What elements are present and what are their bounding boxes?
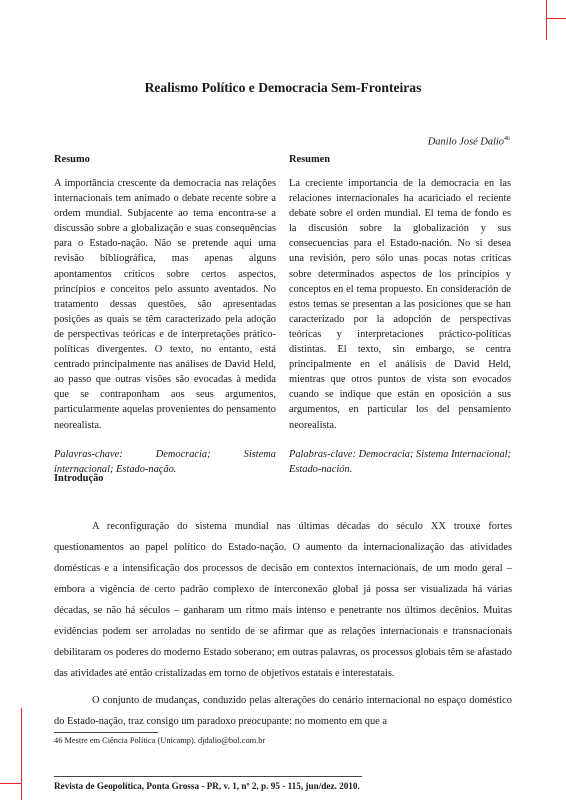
resumo-text: A importância crescente da democracia nas relações internacionais tem animado o debate recente sobre a ordem mundial. Subjacente ao tema encontra-se a discussão sobre a globalização e suas consequências para o Estado-nação. Não se pretende aqui uma revisão bibliográfica, mas apenas alguns apontamentos críticos sobre certos aspectos, princípios e conceitos pelo assunto aventados. No tratamento dessas questões, são apresentadas posições as quais se têm caracterizado pela adoção de perspectivas teóricas e de interpretações prático-políticas divergentes. O texto, no entanto, está centrado principalmente nas análises de David Held, ao passo que outras visões são evocadas à medida que se contraponham aos seus argumentos, particularmente aquelas provenientes do pensamento neorealista. — [54, 178, 276, 431]
crop-mark-bottom-horizontal — [0, 783, 22, 784]
body-paragraph: O conjunto de mudanças, conduzido pelas alterações do cenário internacional no espaço doméstico do Estado-nação, traz consigo um paradoxo preocupante: no momento em que a — [54, 695, 512, 727]
crop-mark-bottom-vertical — [21, 708, 22, 800]
resumen-heading: Resumen — [289, 154, 330, 165]
footnote: 46 Mestre em Ciência Política (Unicamp). djdalio@bol.com.br — [54, 736, 266, 745]
introducao-heading: Introdução — [54, 473, 104, 484]
introducao-body — [54, 516, 512, 738]
resumen-column — [289, 176, 511, 477]
article-title: Realismo Político e Democracia Sem-Fronteiras — [144, 80, 422, 95]
resumo-column — [54, 176, 276, 477]
footnote-divider — [54, 732, 158, 733]
body-paragraph: A reconfiguração do sistema mundial nas últimas décadas do século XX trouxe fortes questionamentos ao papel político do Estado-nação. O aumento da internacionalização das atividades domésticas e a intensificação dos processos de decisão em contextos internacionais, de um modo geral – embora a vigência de certo padrão complexo de interconexão global já possa ser visualizada há várias décadas, se não há séculos – ganharam um ritmo mais intenso e penetrante nos últimos decênios. Muitas evidências podem ser arroladas no sentido de se afirmar que as relações internacionais e transnacionais debilitaram os poderes do moderno Estado soberano; em outras palavras, os processos globais têm se afastado das atividades até então cristalizadas em torno de objetivos estatais e interestatais. — [54, 521, 512, 679]
crop-mark-top-horizontal — [546, 18, 566, 19]
resumen-keywords: Palabras-clave: Democracia; Sistema Internacional; Estado-nación. — [289, 448, 511, 475]
author-line — [428, 136, 510, 147]
journal-footer: Revista de Geopolítica, Ponta Grossa - PR, v. 1, nº 2, p. 95 - 115, jun/dez. 2010. — [54, 781, 360, 791]
crop-mark-top-vertical — [546, 0, 547, 40]
footer-divider — [54, 776, 362, 777]
author-footnote-ref: 46 — [504, 136, 510, 142]
author-name: Danilo José Dalio — [427, 136, 504, 148]
resumen-text: La creciente importancia de la democracia en las relaciones internacionales ha acariciado el reciente debate sobre el orden mundial. El tema de fondo es la discusión sobre la globalización y sus consecuencias para el Estado-nación. No si desea una revisión, pero sólo unas pocas notas críticas sobre determinados aspectos de los principios y conceptos en el tema propuesto. En consideración de estos temas se presentan a las posiciones que se han caracterizado por la adopción de perspectivas teóricas y interpretaciones práctico-políticas distintas. El texto, sin embargo, se centra principalmente en el análisis de David Held, mientras que otros puntos de vista son evocados cuando se indique que están en oposición a sus argumentos, en particular los del pensamiento neorealista. — [289, 178, 511, 431]
resumo-heading: Resumo — [54, 154, 90, 165]
resumo-keywords: Palavras-chave: Democracia; Sistema internacional; Estado-nação. — [54, 448, 276, 475]
